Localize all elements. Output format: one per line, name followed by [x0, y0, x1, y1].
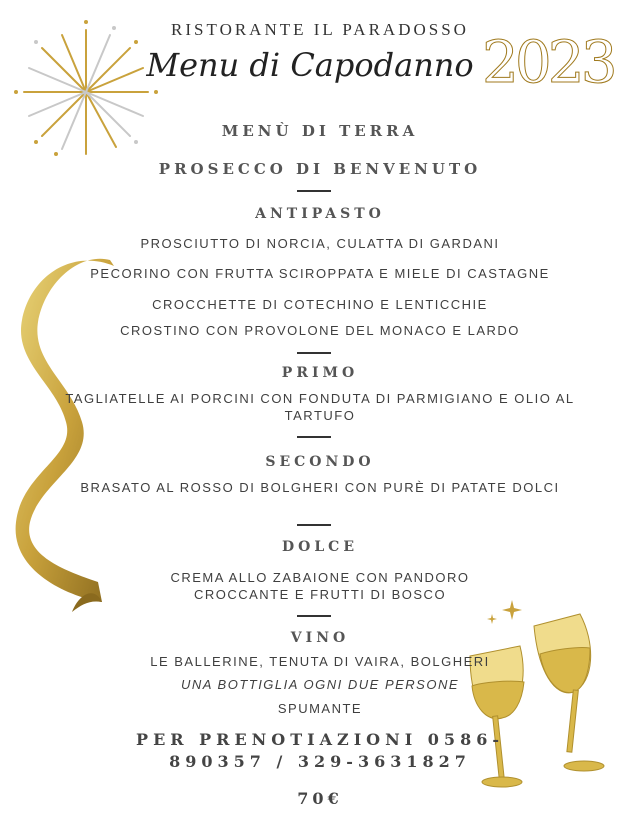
antipasto-heading: ANTIPASTO	[255, 206, 385, 222]
vino-heading: VINO	[290, 630, 350, 646]
primo-item-line1: TAGLIATELLE AI PORCINI CON FONDUTA DI PARMIGIANO E OLIO AL	[65, 391, 575, 406]
primo-heading: PRIMO	[281, 365, 359, 381]
secondo-item: BRASATO AL ROSSO DI BOLGHERI CON PURÈ DI PATATE DOLCI	[80, 480, 560, 495]
divider	[297, 190, 331, 192]
dolce-heading: DOLCE	[282, 539, 358, 555]
reservation-line1: PER PRENOTIAZIONI 0586-	[136, 730, 504, 749]
menu-title: Menu di Capodanno	[146, 46, 474, 84]
divider	[297, 352, 331, 354]
divider	[297, 615, 331, 617]
wine-item: LE BALLERINE, TENUTA DI VAIRA, BOLGHERI	[150, 654, 490, 669]
restaurant-name: RISTORANTE IL PARADOSSO	[171, 20, 469, 39]
reservation-line2: 890357 / 329-3631827	[169, 752, 471, 771]
antipasto-item: CROCCHETTE DI COTECHINO E LENTICCHIE	[152, 297, 488, 312]
menu-subtitle: MENÙ DI TERRA	[221, 122, 419, 140]
welcome-drink: PROSECCO DI BENVENUTO	[158, 160, 482, 178]
antipasto-item: PECORINO CON FRUTTA SCIROPPATA E MIELE DI CASTAGNE	[90, 266, 550, 281]
divider	[297, 436, 331, 438]
wine-note: UNA BOTTIGLIA OGNI DUE PERSONE	[180, 677, 460, 692]
antipasto-item: CROSTINO CON PROVOLONE DEL MONACO E LARDO	[120, 323, 520, 338]
year: 2023	[482, 28, 614, 96]
secondo-heading: SECONDO	[265, 454, 375, 470]
antipasto-item: PROSCIUTTO DI NORCIA, CULATTA DI GARDANI	[140, 236, 500, 251]
dolce-item-line1: CREMA ALLO ZABAIONE CON PANDORO	[170, 570, 470, 585]
divider	[297, 524, 331, 526]
sparkling-item: SPUMANTE	[277, 701, 363, 716]
primo-item-line2: TARTUFO	[284, 408, 356, 423]
price: 70€	[297, 789, 343, 808]
dolce-item-line2: CROCCANTE E FRUTTI DI BOSCO	[193, 587, 447, 602]
